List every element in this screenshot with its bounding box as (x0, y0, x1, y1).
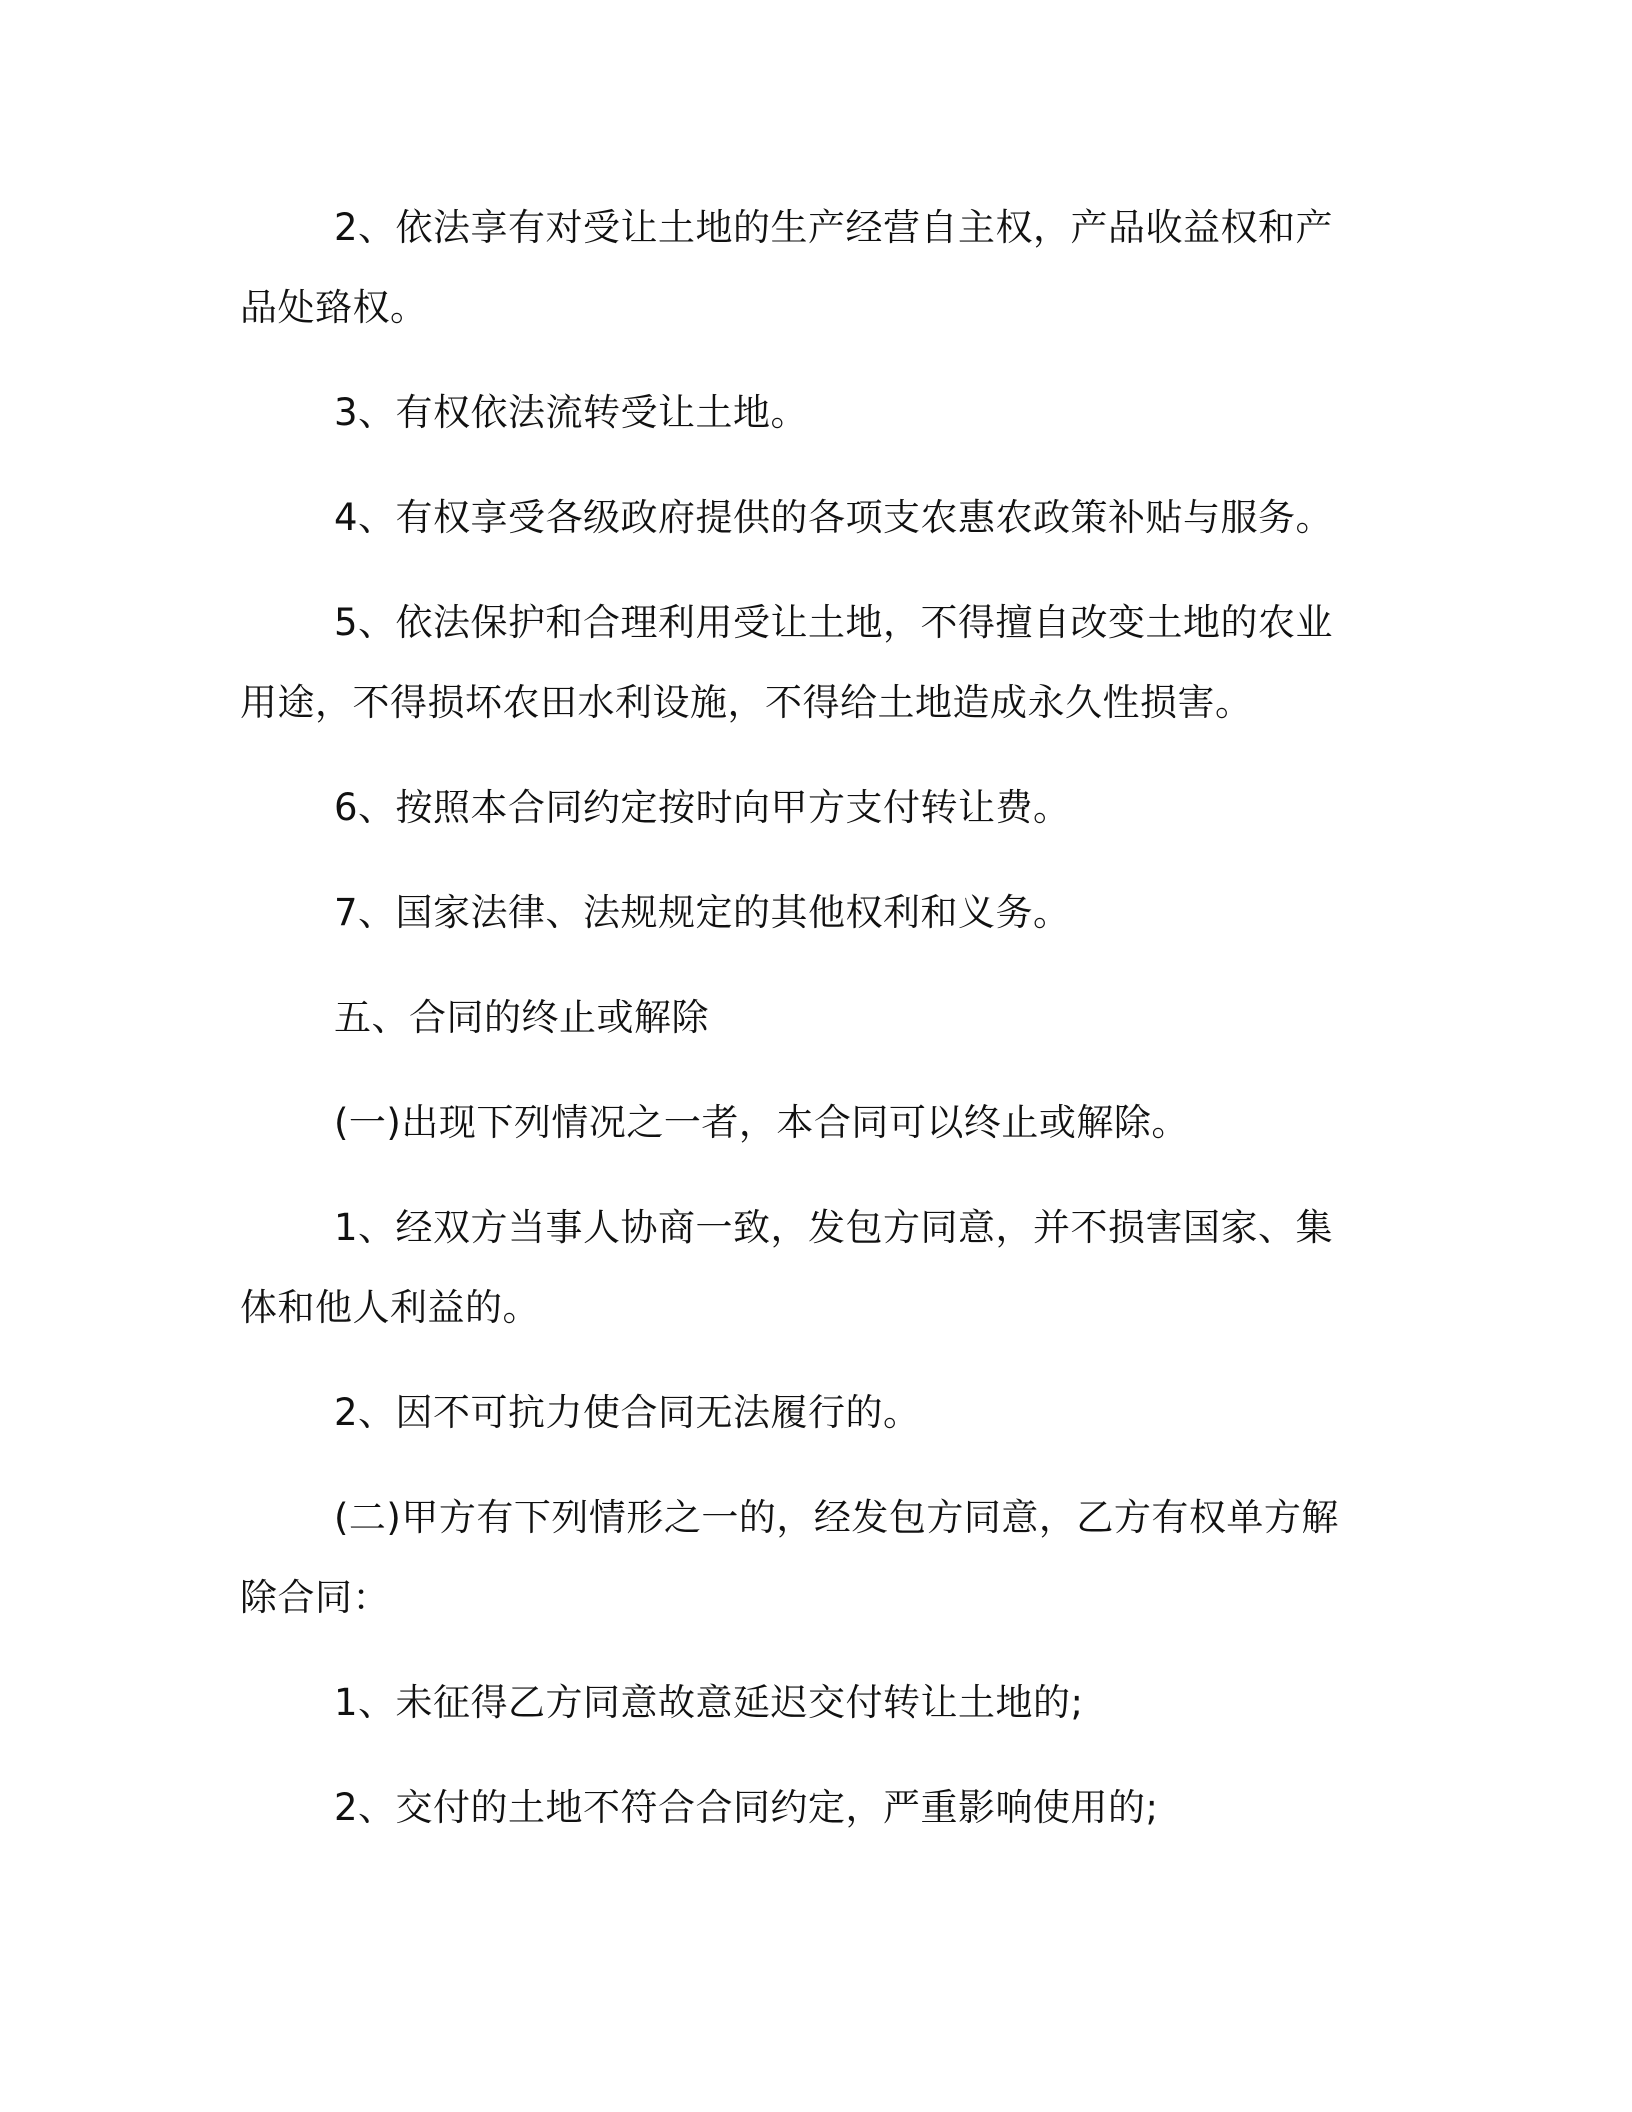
paragraph-rescission-1: 1、未征得乙方同意故意延迟交付转让土地的; (334, 1681, 1084, 1724)
subsection-heading-2: (二)甲方有下列情形之一的，经发包方同意，乙方有权单方解除合同： (240, 1496, 1339, 1619)
document-page (240, 188, 1370, 1873)
section-heading-termination: 五、合同的终止或解除 (334, 996, 709, 1039)
paragraph-obligation-7: 7、国家法律、法规规定的其他权利和义务。 (334, 891, 1071, 934)
subsection-heading-1: (一)出现下列情况之一者，本合同可以终止或解除。 (334, 1101, 1189, 1144)
paragraph-termination-1: 1、经双方当事人协商一致，发包方同意，并不损害国家、集体和他人利益的。 (240, 1206, 1334, 1329)
paragraph-rescission-2: 2、交付的土地不符合合同约定，严重影响使用的; (334, 1786, 1159, 1829)
paragraph-right-2: 2、依法享有对受让土地的生产经营自主权，产品收益权和产品处臵权。 (240, 206, 1334, 329)
paragraph-right-3: 3、有权依法流转受让土地。 (334, 391, 809, 434)
paragraph-termination-2: 2、因不可抗力使合同无法履行的。 (334, 1391, 921, 1434)
paragraph-obligation-6: 6、按照本合同约定按时向甲方支付转让费。 (334, 786, 1071, 829)
paragraph-obligation-5: 5、依法保护和合理利用受让土地，不得擅自改变土地的农业用途，不得损坏农田水利设施，不得给土地造成永久性损害。 (240, 601, 1334, 724)
paragraph-right-4: 4、有权享受各级政府提供的各项支农惠农政策补贴与服务。 (334, 496, 1334, 539)
